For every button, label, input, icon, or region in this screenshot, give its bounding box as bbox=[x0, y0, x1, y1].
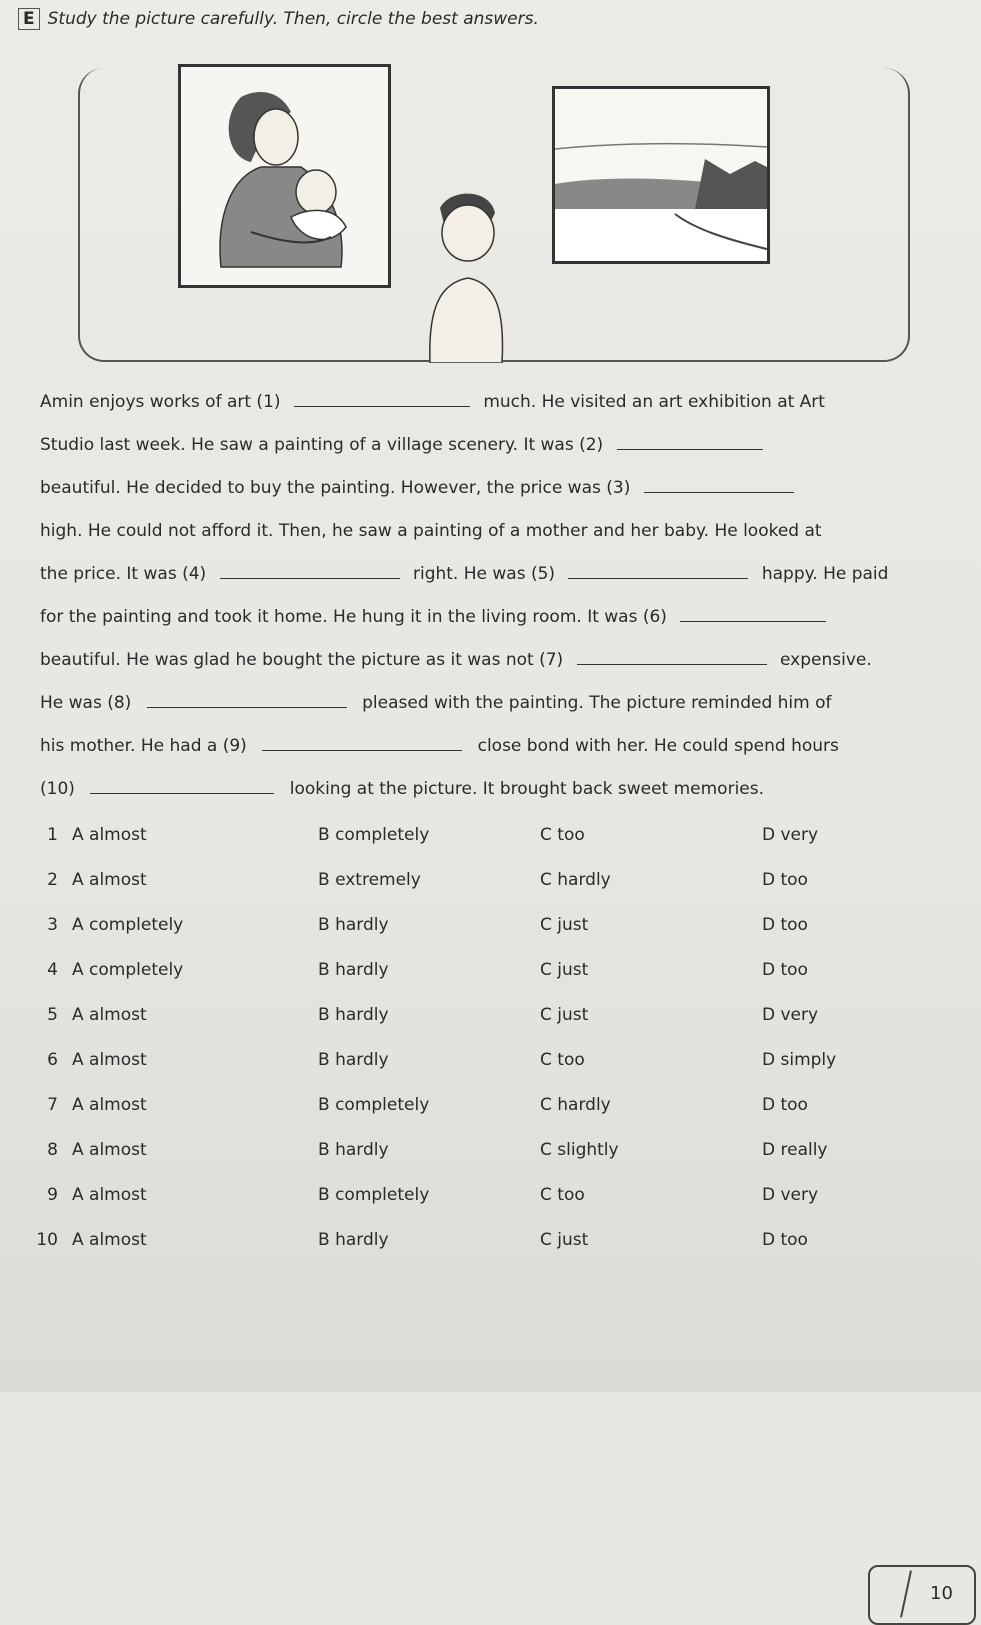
question-number: 10 bbox=[36, 1230, 58, 1250]
option-b[interactable]: B hardly bbox=[318, 960, 389, 980]
question-row bbox=[22, 870, 962, 900]
mother-baby-illustration bbox=[181, 67, 388, 285]
mother-baby-painting bbox=[178, 64, 391, 288]
option-d[interactable]: D too bbox=[762, 870, 808, 890]
passage-text: his mother. He had a (9) bbox=[40, 736, 247, 756]
boy-figure bbox=[410, 188, 520, 363]
passage-text: the price. It was (4) bbox=[40, 564, 207, 584]
option-b[interactable]: B completely bbox=[318, 825, 430, 845]
option-d[interactable]: D very bbox=[762, 825, 819, 845]
option-a[interactable]: A almost bbox=[72, 825, 147, 845]
option-c[interactable]: C just bbox=[540, 1005, 589, 1025]
option-d[interactable]: D too bbox=[762, 960, 808, 980]
question-number: 6 bbox=[47, 1050, 58, 1070]
passage-text: (10) bbox=[40, 779, 75, 799]
blank-10[interactable] bbox=[90, 779, 274, 794]
question-number: 9 bbox=[47, 1185, 58, 1205]
passage-text: looking at the picture. It brought back sweet memories. bbox=[289, 779, 765, 799]
blank-4[interactable] bbox=[220, 564, 400, 579]
option-d[interactable]: D simply bbox=[762, 1050, 837, 1070]
passage-text: close bond with her. He could spend hours bbox=[477, 736, 839, 756]
instruction-text: Study the picture carefully. Then, circle the best answers. bbox=[47, 9, 539, 29]
passage-text: pleased with the painting. The picture reminded him of bbox=[362, 693, 832, 713]
option-a[interactable]: A almost bbox=[72, 1095, 147, 1115]
option-c[interactable]: C too bbox=[540, 1050, 585, 1070]
question-row bbox=[22, 1230, 962, 1260]
question-number: 2 bbox=[47, 870, 58, 890]
question-number: 1 bbox=[47, 825, 58, 845]
section-header bbox=[18, 8, 539, 30]
option-a[interactable]: A almost bbox=[72, 1050, 147, 1070]
option-c[interactable]: C just bbox=[540, 915, 589, 935]
score-total: 10 bbox=[930, 1583, 953, 1604]
question-number: 8 bbox=[47, 1140, 58, 1160]
option-a[interactable]: A almost bbox=[72, 1230, 147, 1250]
option-c[interactable]: C hardly bbox=[540, 870, 611, 890]
passage-text: high. He could not afford it. Then, he saw a painting of a mother and her baby. He looked at bbox=[40, 521, 822, 541]
blank-9[interactable] bbox=[262, 736, 462, 751]
passage-text: much. He visited an art exhibition at Art bbox=[483, 392, 825, 412]
passage-text: right. He was (5) bbox=[412, 564, 556, 584]
question-number: 7 bbox=[47, 1095, 58, 1115]
question-row bbox=[22, 960, 962, 990]
question-row bbox=[22, 1095, 962, 1125]
question-row bbox=[22, 1140, 962, 1170]
passage-text: Amin enjoys works of art (1) bbox=[40, 392, 281, 412]
option-b[interactable]: B hardly bbox=[318, 1050, 389, 1070]
option-d[interactable]: D too bbox=[762, 1095, 808, 1115]
question-row bbox=[22, 915, 962, 945]
option-d[interactable]: D too bbox=[762, 915, 808, 935]
passage-text: He was (8) bbox=[40, 693, 132, 713]
option-a[interactable]: A completely bbox=[72, 960, 184, 980]
blank-3[interactable] bbox=[644, 478, 794, 493]
passage-text: beautiful. He was glad he bought the picture as it was not (7) bbox=[40, 650, 564, 670]
question-row bbox=[22, 825, 962, 855]
option-c[interactable]: C just bbox=[540, 960, 589, 980]
option-c[interactable]: C hardly bbox=[540, 1095, 611, 1115]
question-number: 3 bbox=[47, 915, 58, 935]
option-c[interactable]: C too bbox=[540, 1185, 585, 1205]
option-b[interactable]: B hardly bbox=[318, 1140, 389, 1160]
option-b[interactable]: B hardly bbox=[318, 915, 389, 935]
blank-2[interactable] bbox=[617, 435, 763, 450]
option-c[interactable]: C too bbox=[540, 825, 585, 845]
blank-7[interactable] bbox=[577, 650, 767, 665]
question-row bbox=[22, 1185, 962, 1215]
blank-5[interactable] bbox=[568, 564, 748, 579]
question-row bbox=[22, 1050, 962, 1080]
option-a[interactable]: A almost bbox=[72, 1005, 147, 1025]
option-c[interactable]: C just bbox=[540, 1230, 589, 1250]
option-b[interactable]: B completely bbox=[318, 1095, 430, 1115]
option-b[interactable]: B hardly bbox=[318, 1005, 389, 1025]
blank-6[interactable] bbox=[680, 607, 826, 622]
question-number: 5 bbox=[47, 1005, 58, 1025]
blank-1[interactable] bbox=[294, 392, 470, 407]
option-c[interactable]: C slightly bbox=[540, 1140, 619, 1160]
option-b[interactable]: B completely bbox=[318, 1185, 430, 1205]
question-number: 4 bbox=[47, 960, 58, 980]
question-row bbox=[22, 1005, 962, 1035]
option-b[interactable]: B extremely bbox=[318, 870, 421, 890]
option-a[interactable]: A almost bbox=[72, 1140, 147, 1160]
village-scenery-painting bbox=[552, 86, 770, 264]
option-a[interactable]: A almost bbox=[72, 870, 147, 890]
option-d[interactable]: D really bbox=[762, 1140, 828, 1160]
passage-text: Studio last week. He saw a painting of a village scenery. It was (2) bbox=[40, 435, 604, 455]
blank-8[interactable] bbox=[147, 693, 347, 708]
section-label: E bbox=[18, 8, 40, 30]
passage-text: happy. He paid bbox=[761, 564, 889, 584]
option-b[interactable]: B hardly bbox=[318, 1230, 389, 1250]
option-d[interactable]: D too bbox=[762, 1230, 808, 1250]
option-a[interactable]: A almost bbox=[72, 1185, 147, 1205]
passage-text: expensive. bbox=[780, 650, 872, 670]
option-a[interactable]: A completely bbox=[72, 915, 184, 935]
passage-text: for the painting and took it home. He hung it in the living room. It was (6) bbox=[40, 607, 667, 627]
option-d[interactable]: D very bbox=[762, 1005, 819, 1025]
village-scenery-illustration bbox=[555, 89, 767, 261]
option-d[interactable]: D very bbox=[762, 1185, 819, 1205]
score-box bbox=[868, 1565, 976, 1625]
passage-text: beautiful. He decided to buy the painting. However, the price was (3) bbox=[40, 478, 631, 498]
